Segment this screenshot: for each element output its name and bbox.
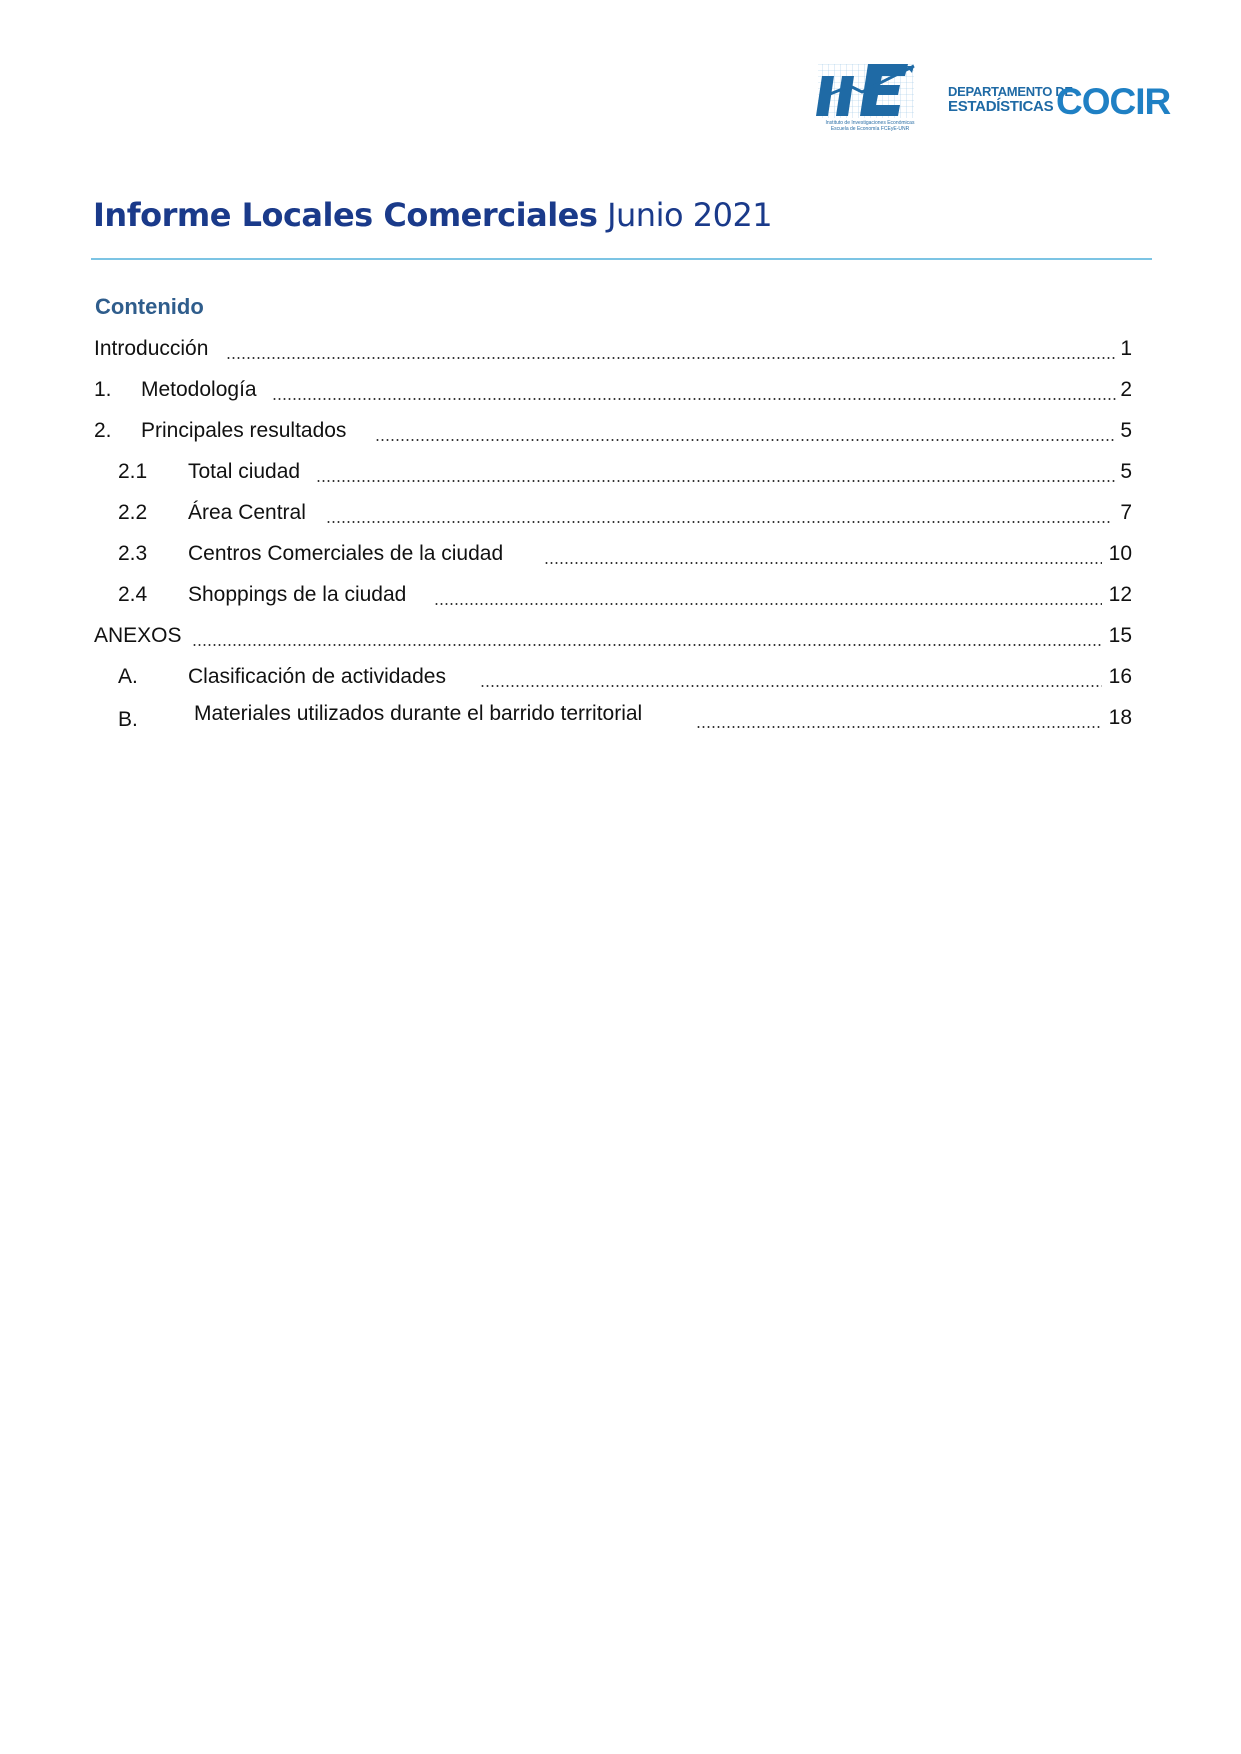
toc-item-number: 2. bbox=[94, 419, 112, 442]
toc-item-metodologia[interactable] bbox=[0, 375, 1241, 405]
toc-item-number: A. bbox=[118, 665, 138, 688]
page-title bbox=[93, 196, 772, 234]
toc-item-clasificacion[interactable] bbox=[0, 662, 1241, 692]
toc-item-principales-resultados[interactable] bbox=[0, 416, 1241, 446]
toc-leader bbox=[544, 562, 1102, 564]
toc-leader bbox=[316, 480, 1116, 482]
toc-item-page: 12 bbox=[1108, 583, 1132, 606]
toc-leader bbox=[480, 685, 1102, 687]
toc-leader bbox=[226, 357, 1116, 359]
toc-item-label: Shoppings de la ciudad bbox=[188, 580, 410, 610]
cocir-dept-line2: ESTADÍSTICAS bbox=[948, 98, 1054, 115]
page-title-bold: Informe Locales Comerciales bbox=[93, 196, 598, 234]
toc-item-page: 15 bbox=[1108, 624, 1132, 647]
toc-item-label: Materiales utilizados durante el barrido territorial bbox=[194, 699, 646, 729]
toc-item-page: 5 bbox=[1120, 419, 1132, 442]
toc-leader bbox=[272, 398, 1116, 400]
toc-leader bbox=[696, 726, 1102, 728]
title-divider bbox=[91, 258, 1152, 260]
toc-item-total-ciudad[interactable] bbox=[0, 457, 1241, 487]
toc-item-number: 2.4 bbox=[118, 583, 148, 606]
toc-heading: Contenido bbox=[95, 294, 204, 319]
toc-item-label: Centros Comerciales de la ciudad bbox=[188, 539, 507, 569]
toc-item-introduccion[interactable] bbox=[0, 334, 1241, 364]
toc-leader bbox=[434, 603, 1102, 605]
toc-item-shoppings[interactable] bbox=[0, 580, 1241, 610]
toc-item-page: 2 bbox=[1120, 378, 1132, 401]
toc-item-page: 18 bbox=[1108, 706, 1132, 729]
toc-item-materiales[interactable] bbox=[0, 703, 1241, 733]
toc-item-number: 1. bbox=[94, 378, 112, 401]
toc-item-page: 16 bbox=[1108, 665, 1132, 688]
toc-leader bbox=[375, 439, 1116, 441]
toc-item-page: 1 bbox=[1120, 337, 1132, 360]
toc-item-page: 5 bbox=[1120, 460, 1132, 483]
page-title-date: Junio 2021 bbox=[597, 196, 773, 234]
toc-item-number: B. bbox=[118, 708, 138, 731]
toc-item-number: 2.3 bbox=[118, 542, 148, 565]
iie-logo bbox=[810, 58, 920, 138]
toc-item-label: Área Central bbox=[188, 498, 310, 528]
iie-logo-graphic bbox=[810, 58, 920, 124]
toc-item-area-central[interactable] bbox=[0, 498, 1241, 528]
toc-item-centros-comerciales[interactable] bbox=[0, 539, 1241, 569]
cocir-wordmark: COCIR bbox=[1056, 81, 1171, 122]
header-logos bbox=[810, 58, 1170, 148]
toc-item-label: Introducción bbox=[94, 334, 212, 364]
toc-item-label: Total ciudad bbox=[188, 457, 304, 487]
toc-item-page: 10 bbox=[1108, 542, 1132, 565]
cocir-dept-line1: DEPARTAMENTO DE bbox=[948, 84, 1073, 99]
toc-item-page: 7 bbox=[1120, 501, 1132, 524]
cocir-logo bbox=[948, 82, 1173, 122]
iie-subtitle-line2: Escuela de Economía FCEyE-UNR bbox=[830, 126, 910, 132]
iie-subtitle-line1: Instituto de Investigaciones Económicas bbox=[825, 120, 915, 126]
toc-leader bbox=[192, 644, 1102, 646]
toc-item-label: Metodología bbox=[141, 375, 261, 405]
toc-item-number: 2.2 bbox=[118, 501, 148, 524]
toc-item-label: ANEXOS bbox=[94, 621, 186, 651]
iie-subtitle bbox=[820, 120, 920, 132]
toc-item-number: 2.1 bbox=[118, 460, 148, 483]
toc-leader bbox=[326, 521, 1110, 523]
toc-item-anexos[interactable] bbox=[0, 621, 1241, 651]
toc-item-label: Principales resultados bbox=[141, 416, 350, 446]
toc-item-label: Clasificación de actividades bbox=[188, 662, 450, 692]
